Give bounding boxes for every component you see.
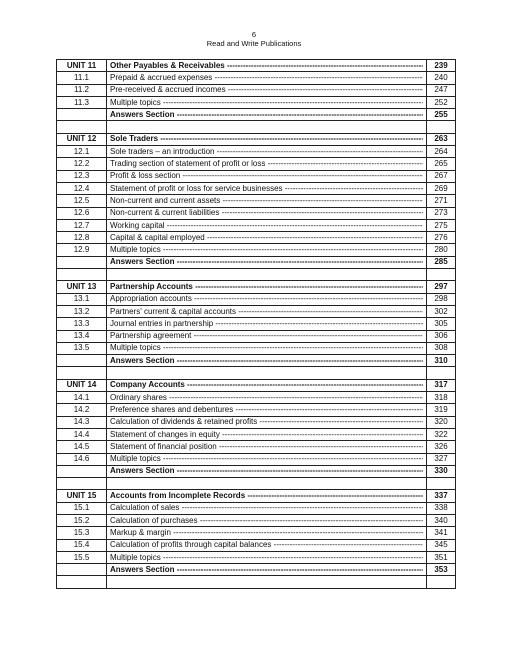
page-ref: 327 <box>427 453 456 465</box>
topic-row <box>57 441 456 453</box>
topic-number: 12.5 <box>57 195 107 207</box>
page-ref: 285 <box>427 256 456 268</box>
page-ref: 317 <box>427 379 456 391</box>
topic-number: 13.2 <box>57 305 107 317</box>
topic-row <box>57 502 456 514</box>
topic-number: 11.1 <box>57 72 107 84</box>
topic-number: 13.5 <box>57 342 107 354</box>
page-ref: 273 <box>427 207 456 219</box>
page-ref: 239 <box>427 60 456 72</box>
topic-number: 11.2 <box>57 84 107 96</box>
topic-row <box>57 96 456 108</box>
topic-row <box>57 416 456 428</box>
publisher-name: Read and Write Publications <box>206 39 302 48</box>
topic-number: 12.9 <box>57 244 107 256</box>
topic-row <box>57 514 456 526</box>
entry-title: Statement of profit or loss for service businesses ----- <box>110 184 423 194</box>
topic-number: 12.3 <box>57 170 107 182</box>
entry-title: Calculation of purchases ----- <box>110 516 423 526</box>
page-ref: 345 <box>427 539 456 551</box>
topic-number: 13.4 <box>57 330 107 342</box>
entry-title: Appropriation accounts ----- <box>110 294 423 304</box>
page-ref: 351 <box>427 551 456 563</box>
entry-title: Answers Section ----- <box>110 110 423 120</box>
topic-row <box>57 392 456 404</box>
topic-number: 15.2 <box>57 514 107 526</box>
topic-number: 14.1 <box>57 392 107 404</box>
page-number: 6 <box>251 30 257 39</box>
blank-row <box>57 367 456 379</box>
unit-heading-row <box>57 379 456 391</box>
topic-row <box>57 170 456 182</box>
entry-title: Calculation of dividends & retained profits ----- <box>110 417 423 427</box>
page-ref: 330 <box>427 465 456 477</box>
topic-number: 15.5 <box>57 551 107 563</box>
entry-title: Markup & margin ----- <box>110 528 423 538</box>
topic-number: 14.4 <box>57 428 107 440</box>
topic-number: 15.3 <box>57 527 107 539</box>
entry-title: Answers Section ----- <box>110 466 423 476</box>
topic-number: 12.6 <box>57 207 107 219</box>
page-ref: 267 <box>427 170 456 182</box>
topic-number: 15.4 <box>57 539 107 551</box>
entry-title: Multiple topics ----- <box>110 98 423 108</box>
unit-heading-row <box>57 133 456 145</box>
unit-heading-row <box>57 281 456 293</box>
topic-row <box>57 551 456 563</box>
entry-title: Statement of financial position ----- <box>110 442 423 452</box>
page-ref: 341 <box>427 527 456 539</box>
entry-title: Preference shares and debentures ----- <box>110 405 423 415</box>
page-ref: 263 <box>427 133 456 145</box>
unit-label: UNIT 15 <box>57 490 107 502</box>
unit-heading-row <box>57 60 456 72</box>
page-ref: 302 <box>427 305 456 317</box>
page-ref: 308 <box>427 342 456 354</box>
topic-row <box>57 453 456 465</box>
topic-number: 14.6 <box>57 453 107 465</box>
unit-label: UNIT 12 <box>57 133 107 145</box>
entry-title: Multiple topics ----- <box>110 343 423 353</box>
topic-row <box>57 158 456 170</box>
topic-row <box>57 404 456 416</box>
blank-row <box>57 121 456 133</box>
topic-number: 15.1 <box>57 502 107 514</box>
topic-row <box>57 305 456 317</box>
blank-row <box>57 269 456 281</box>
topic-row <box>57 195 456 207</box>
topic-number: 12.1 <box>57 146 107 158</box>
entry-title: Sole Traders ----- <box>110 134 423 144</box>
entry-title: Ordinary shares ----- <box>110 393 423 403</box>
page-ref: 280 <box>427 244 456 256</box>
entry-title: Working capital ----- <box>110 221 423 231</box>
unit-label: UNIT 11 <box>57 60 107 72</box>
page-ref: 271 <box>427 195 456 207</box>
page-ref: 319 <box>427 404 456 416</box>
unit-label: UNIT 14 <box>57 379 107 391</box>
entry-title: Company Accounts ----- <box>110 380 423 390</box>
topic-row <box>57 244 456 256</box>
page-ref: 297 <box>427 281 456 293</box>
page-ref: 340 <box>427 514 456 526</box>
entry-title: Statement of changes in equity ----- <box>110 430 423 440</box>
page-ref: 255 <box>427 109 456 121</box>
entry-title: Partners' current & capital accounts ----- <box>110 307 423 317</box>
topic-row <box>57 318 456 330</box>
blank-row <box>57 576 456 588</box>
entry-title: Accounts from Incomplete Records ----- <box>110 491 423 501</box>
page-ref: 265 <box>427 158 456 170</box>
entry-title: Journal entries in partnership ----- <box>110 319 423 329</box>
entry-title: Multiple topics ----- <box>110 245 423 255</box>
unit-heading-row <box>57 490 456 502</box>
page-ref: 269 <box>427 182 456 194</box>
page-ref: 338 <box>427 502 456 514</box>
blank-row <box>57 478 456 490</box>
page-ref: 298 <box>427 293 456 305</box>
entry-title: Non-current and current assets ----- <box>110 196 423 206</box>
topic-number: 13.1 <box>57 293 107 305</box>
entry-title: Answers Section ----- <box>110 356 423 366</box>
entry-title: Other Payables & Receivables ----- <box>110 61 423 71</box>
entry-title: Partnership Accounts ----- <box>110 282 423 292</box>
page-ref: 318 <box>427 392 456 404</box>
topic-row <box>57 146 456 158</box>
entry-title: Calculation of profits through capital balances ----- <box>110 540 423 550</box>
entry-title: Multiple topics ----- <box>110 553 423 563</box>
page-ref: 264 <box>427 146 456 158</box>
entry-title: Calculation of sales ----- <box>110 503 423 513</box>
topic-number: 14.5 <box>57 441 107 453</box>
answers-row <box>57 564 456 576</box>
page-ref: 305 <box>427 318 456 330</box>
topic-row <box>57 330 456 342</box>
contents-table <box>56 59 456 589</box>
entry-title: Sole traders – an introduction ----- <box>110 147 423 157</box>
page-ref: 322 <box>427 428 456 440</box>
topic-row <box>57 232 456 244</box>
topic-number: 14.2 <box>57 404 107 416</box>
topic-row <box>57 219 456 231</box>
answers-row <box>57 109 456 121</box>
topic-number: 11.3 <box>57 96 107 108</box>
answers-row <box>57 465 456 477</box>
topic-row <box>57 428 456 440</box>
page-ref: 353 <box>427 564 456 576</box>
entry-title: Capital & capital employed ----- <box>110 233 423 243</box>
answers-row <box>57 256 456 268</box>
entry-title: Profit & loss section ----- <box>110 171 423 181</box>
page-ref: 276 <box>427 232 456 244</box>
entry-title: Answers Section ----- <box>110 257 423 267</box>
answers-row <box>57 355 456 367</box>
page-ref: 240 <box>427 72 456 84</box>
topic-number: 13.3 <box>57 318 107 330</box>
entry-title: Non-current & current liabilities ----- <box>110 208 423 218</box>
topic-row <box>57 539 456 551</box>
entry-title: Pre-received & accrued incomes ----- <box>110 85 423 95</box>
page-ref: 310 <box>427 355 456 367</box>
entry-title: Partnership agreement ----- <box>110 331 423 341</box>
topic-row <box>57 527 456 539</box>
topic-row <box>57 293 456 305</box>
topic-row <box>57 72 456 84</box>
page-ref: 306 <box>427 330 456 342</box>
topic-row <box>57 84 456 96</box>
page-ref: 337 <box>427 490 456 502</box>
entry-title: Prepaid & accrued expenses ----- <box>110 73 423 83</box>
page-ref: 252 <box>427 96 456 108</box>
page-ref: 326 <box>427 441 456 453</box>
topic-number: 12.4 <box>57 182 107 194</box>
topic-number: 12.8 <box>57 232 107 244</box>
page-ref: 247 <box>427 84 456 96</box>
entry-title: Answers Section ----- <box>110 565 423 575</box>
topic-number: 12.2 <box>57 158 107 170</box>
topic-number: 14.3 <box>57 416 107 428</box>
entry-title: Trading section of statement of profit or loss ----- <box>110 159 423 169</box>
unit-label: UNIT 13 <box>57 281 107 293</box>
topic-row <box>57 342 456 354</box>
topic-row <box>57 207 456 219</box>
page-ref: 275 <box>427 219 456 231</box>
entry-title: Multiple topics ----- <box>110 454 423 464</box>
topic-number: 12.7 <box>57 219 107 231</box>
topic-row <box>57 182 456 194</box>
page-ref: 320 <box>427 416 456 428</box>
